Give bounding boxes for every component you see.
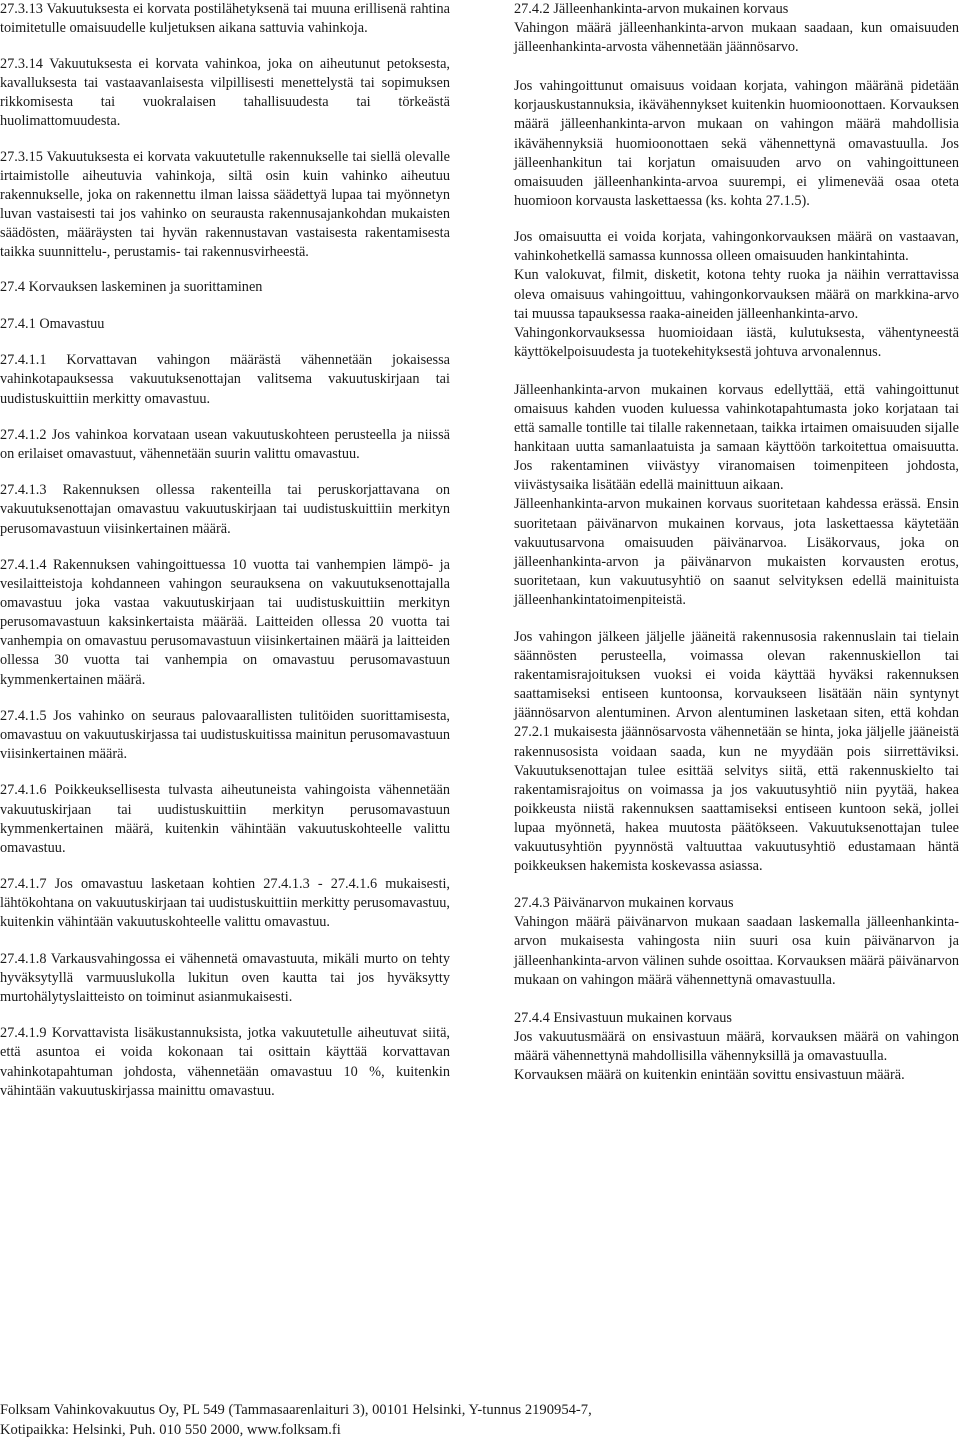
page-footer bbox=[0, 1400, 960, 1440]
paragraph-first-risk: Jos vakuutusmäärä on ensivastuun määrä, korvauksen määrä on vahingon määrä vähennettynä mahdollisilla vähennyksillä ja omavastuulla. bbox=[514, 1028, 959, 1064]
paragraph-27-4-1-3: 27.4.1.3 Rakennuksen ollessa rakenteilla tai peruskorjattavana on vakuutuksenottajan omavastuu vakuutuskirjaan tai uudistuskuittiin merkityn perusomavastuun viisinkertainen määrä. bbox=[0, 482, 450, 537]
paragraph-photos-films: Kun valokuvat, filmit, disketit, kotona tehty ruoka ja näihin verrattavissa oleva omaisuus vahingoittuu, vahingonkorvauksen määrä on markkina-arvo tai muussa tapauksessa raaka-aineiden jälleenhankinta-arvo. bbox=[514, 267, 959, 322]
paragraph-27-4-1-9: 27.4.1.9 Korvattavista lisäkustannuksista, jotka vakuutetulle aiheutuvat siitä, että asuntoa ei voida kokonaan tai osittain käyttää korvattavan vahinkotapahtuman johdosta, vähennetään omavastuu 10 %, kuitenkin vähintään vakuutuskirjassa mainittu omavastuu. bbox=[0, 1025, 450, 1099]
section-heading-27-4-2: 27.4.2 Jälleenhankinta-arvon mukainen korvaus bbox=[514, 1, 789, 17]
paragraph-payment-installments: Jälleenhankinta-arvon mukainen korvaus suoritetaan kahdessa erässä. Ensin suoritetaan päivänarvon mukainen korvaus, jota laskettaessa käytetään vakuutusarvona omaisuuden päivänarvoa. Lisäkorvaus, joka on jälleenhankinta-arvon ja päivänarvon mukaisten korvausten erotus, suoritetaan, kun vakuutusyhtiö on saanut selvityksen edellä mainituista jälleenhankintatoimenpiteistä. bbox=[514, 496, 959, 608]
paragraph-depreciation: Vahingonkorvauksessa huomioidaan iästä, kulutuksesta, vähentyneestä käyttökelpoisuudesta ja tuotekehityksestä johtuva arvonalennus. bbox=[514, 324, 959, 360]
paragraph-27-4-1-6: 27.4.1.6 Poikkeuksellisesta tulvasta aiheutuneista vahingoista vähennetään vakuutuskirjaan tai uudistuskuittiin merkityn perusomavastuun kymmenkertainen määrä, kuitenkin vähintään vakuutuskohteelle valittu omavastuu. bbox=[0, 782, 450, 856]
left-column bbox=[0, 0, 450, 1118]
paragraph-first-risk-limit: Korvauksen määrä on kuitenkin enintään sovittu ensivastuun määrä. bbox=[514, 1066, 905, 1083]
paragraph-27-4-1-4: 27.4.1.4 Rakennuksen vahingoittuessa 10 vuotta tai vanhempien lämpö- ja vesilaitteistoja kohdanneen vahingon seurauksena on vakuutuksenottajalla omavastuu joka vastaa vakuutuskirjaan tai uudistuskuittiin merkityn perusomavastuun kaksinkertaista määrää. Laitteiden ollessa 20 vuotta tai vanhempia on omavastuu perusomavastuun viisinkertainen määrä ja laitteiden ollessa 30 vuotta tai vanhempia on omavastuu perusomavastuun kymmenkertainen määrä. bbox=[0, 556, 450, 688]
paragraph-27-4-1-1: 27.4.1.1 Korvattavan vahingon määrästä vähennetään jokaisessa vahinkotapauksessa vakuutuksenottajan valitsema vakuutuskirjaan tai uudistuskuittiin merkitty omavastuu. bbox=[0, 352, 450, 407]
paragraph-daily-value: Vahingon määrä päivänarvon mukaan saadaan laskemalla jälleenhankinta-arvon mukaisesta vahingosta niin suuri osa kuin päivänarvon ja jälleenhankinta-arvon välinen suhde osoittaa. Korvauksen määrä päivänarvon mukaan on vahingon määrä vähennettynä omavastuulla. bbox=[514, 914, 959, 988]
section-heading-27-4-1: 27.4.1 Omavastuu bbox=[0, 316, 105, 333]
paragraph-27-4-1-5: 27.4.1.5 Jos vahinko on seuraus palovaarallisten tulitöiden suorittamisesta, omavastuu on vakuutuskirjassa tai uudistuskuitissa mainitun perusomavastuun viisinkertainen määrä. bbox=[0, 707, 450, 763]
right-column bbox=[514, 0, 959, 1085]
section-heading-27-4-4: 27.4.4 Ensivastuun mukainen korvaus bbox=[514, 1009, 732, 1026]
section-heading-27-4-3: 27.4.3 Päivänarvon mukainen korvaus bbox=[514, 895, 734, 912]
paragraph-repairable-property: Jos vahingoittunut omaisuus voidaan korjata, vahingon määränä pidetään korjauskustannuksia, ikävähennykset kuitenkin huomioonottaen. Korvauksen määrä jälleenhankinta-arvon mukaan on vahingon määrä mahdollisia ikävähennyksiä huomioonottaen sekä vähennettynä omavastuulla. Jos jälleenhankitun tai korjatun omaisuuden arvo on vahingoittuneen omaisuuden jälleenhankinta-arvoa suurempi, ei ylimenevää osaa oteta huomioon korvausta laskettaessa (ks. kohta 27.1.5). bbox=[514, 78, 959, 209]
paragraph-27-3-13: 27.3.13 Vakuutuksesta ei korvata postilähetyksenä tai muuna erillisenä rahtina toimitetulle omaisuudelle kuljetuksen aikana sattuvia vahinkoja. bbox=[0, 1, 450, 37]
paragraph-replacement-condition: Jälleenhankinta-arvon mukainen korvaus edellyttää, että vahingoittunut omaisuus kahden vuoden kuluessa vahinkotapahtumasta joko korjataan tai että samalle tontille tai tilalle rakennetaan, taikka irtaimen omaisuuden sijalle hankitaan uutta samanlaatuista ja samaan käyttöön tarkoitettua omaisuutta. Jos rakentaminen viivästyy viranomaisen toimenpiteen johdosta, viivästysaika lisätään edellä mainittuun aikaan. bbox=[514, 381, 959, 494]
paragraph-replacement-value: Vahingon määrä jälleenhankinta-arvon mukaan saadaan, kun omaisuuden jälleenhankinta-arvosta vähennetään jäännösarvo. bbox=[514, 20, 959, 56]
paragraph-building-restrictions: Jos vahingon jälkeen jäljelle jääneitä rakennusosia rakennuslain tai tielain säännösten perusteella, voimassa olevan rakennuskiellon tai rakentamisrajoituksen vuoksi ei voida käyttää hyväksi rakennuksen saattamiseksi entiseen kuntoonsa, korvaukseen lisätään näin syntynyt jäännösarvon alentuminen. Arvon alentuminen lasketaan siten, että kohdan 27.2.1 mukaisesta jäännösarvosta vähennetään se hinta, joka jäljelle jääneistä rakennusosista voidaan saada, kun ne myydään pois siirrettäviksi. Vakuutuksenottajan tulee esittää selvitys siitä, että rakennuskielto tai rakentamisrajoitus on voimassa ja jos vakuutusyhtiö niin pyytää, hakea poikkeusta niistä rakennuksen saattamiseksi entiseen kuntoon sekä, jollei lupaa myönnetä, hakea muutosta päätökseen. Vakuutuksenottajan tulee vakuutusyhtiön pyynnöstä valtuuttaa vakuutusyhtiö edustamaan häntä poikkeuksen hakemista koskevassa asiassa. bbox=[514, 629, 959, 875]
paragraph-27-3-15: 27.3.15 Vakuutuksesta ei korvata vakuutetulle rakennukselle tai siellä olevalle irtaimistolle aiheutuvia vahinkoja, siltä osin kuin vahinko aiheutuu rakennukselle, joka on rakennettu ilman laissa säädettyä lupaa tai myönnetyn luvan vastaisesti tai jos vahinko on seurausta rakennusajankohdan mukaisten säädösten, määräysten tai hyvän rakennustavan vastaisesta rakentamisesta taikka suunnittelu-, perustamis- tai rakennusvirheestä. bbox=[0, 148, 450, 261]
section-heading-27-4: 27.4 Korvauksen laskeminen ja suorittaminen bbox=[0, 279, 263, 296]
footer-company-address: Folksam Vahinkovakuutus Oy, PL 549 (Tammasaarenlaituri 3), 00101 Helsinki, Y-tunnus 2190954-7, bbox=[0, 1402, 592, 1418]
paragraph-27-3-14: 27.3.14 Vakuutuksesta ei korvata vahinkoa, joka on aiheutunut petoksesta, kavalluksesta tai vastaavanlaisesta vilpillisesti menettelystä tai sopimuksen rikkomisesta tai vuokralaisen tahallisuudesta tai törkeästä huolimattomuudesta. bbox=[0, 56, 450, 130]
paragraph-27-4-1-2: 27.4.1.2 Jos vahinkoa korvataan usean vakuutuskohteen perusteella ja niissä on erilaiset omavastuut, vähennetään suurin valittu omavastuu. bbox=[0, 426, 450, 462]
paragraph-27-4-1-7: 27.4.1.7 Jos omavastuu lasketaan kohtien 27.4.1.3 - 27.4.1.6 mukaisesti, lähtökohtana on vakuutuskirjaan tai uudistuskuittiin merkitty perusomavastuu, kuitenkin vähintään vakuutuskohteelle valittu omavastuu. bbox=[0, 876, 450, 931]
paragraph-27-4-1-8: 27.4.1.8 Varkausvahingossa ei vähennetä omavastuuta, mikäli murto on tehty hyväksytyllä varmuuslukolla lukitun oven kautta tai jos hyväksytty murtohälytyslaitteisto on toiminut asianmukaisesti. bbox=[0, 950, 450, 1005]
footer-contact-info: Kotipaikka: Helsinki, Puh. 010 550 2000, www.folksam.fi bbox=[0, 1422, 341, 1438]
paragraph-unrepairable-property: Jos omaisuutta ei voida korjata, vahingonkorvauksen määrä on vastaavan, vahinkohetkellä samassa kunnossa olleen omaisuuden hankintahinta. bbox=[514, 229, 959, 265]
